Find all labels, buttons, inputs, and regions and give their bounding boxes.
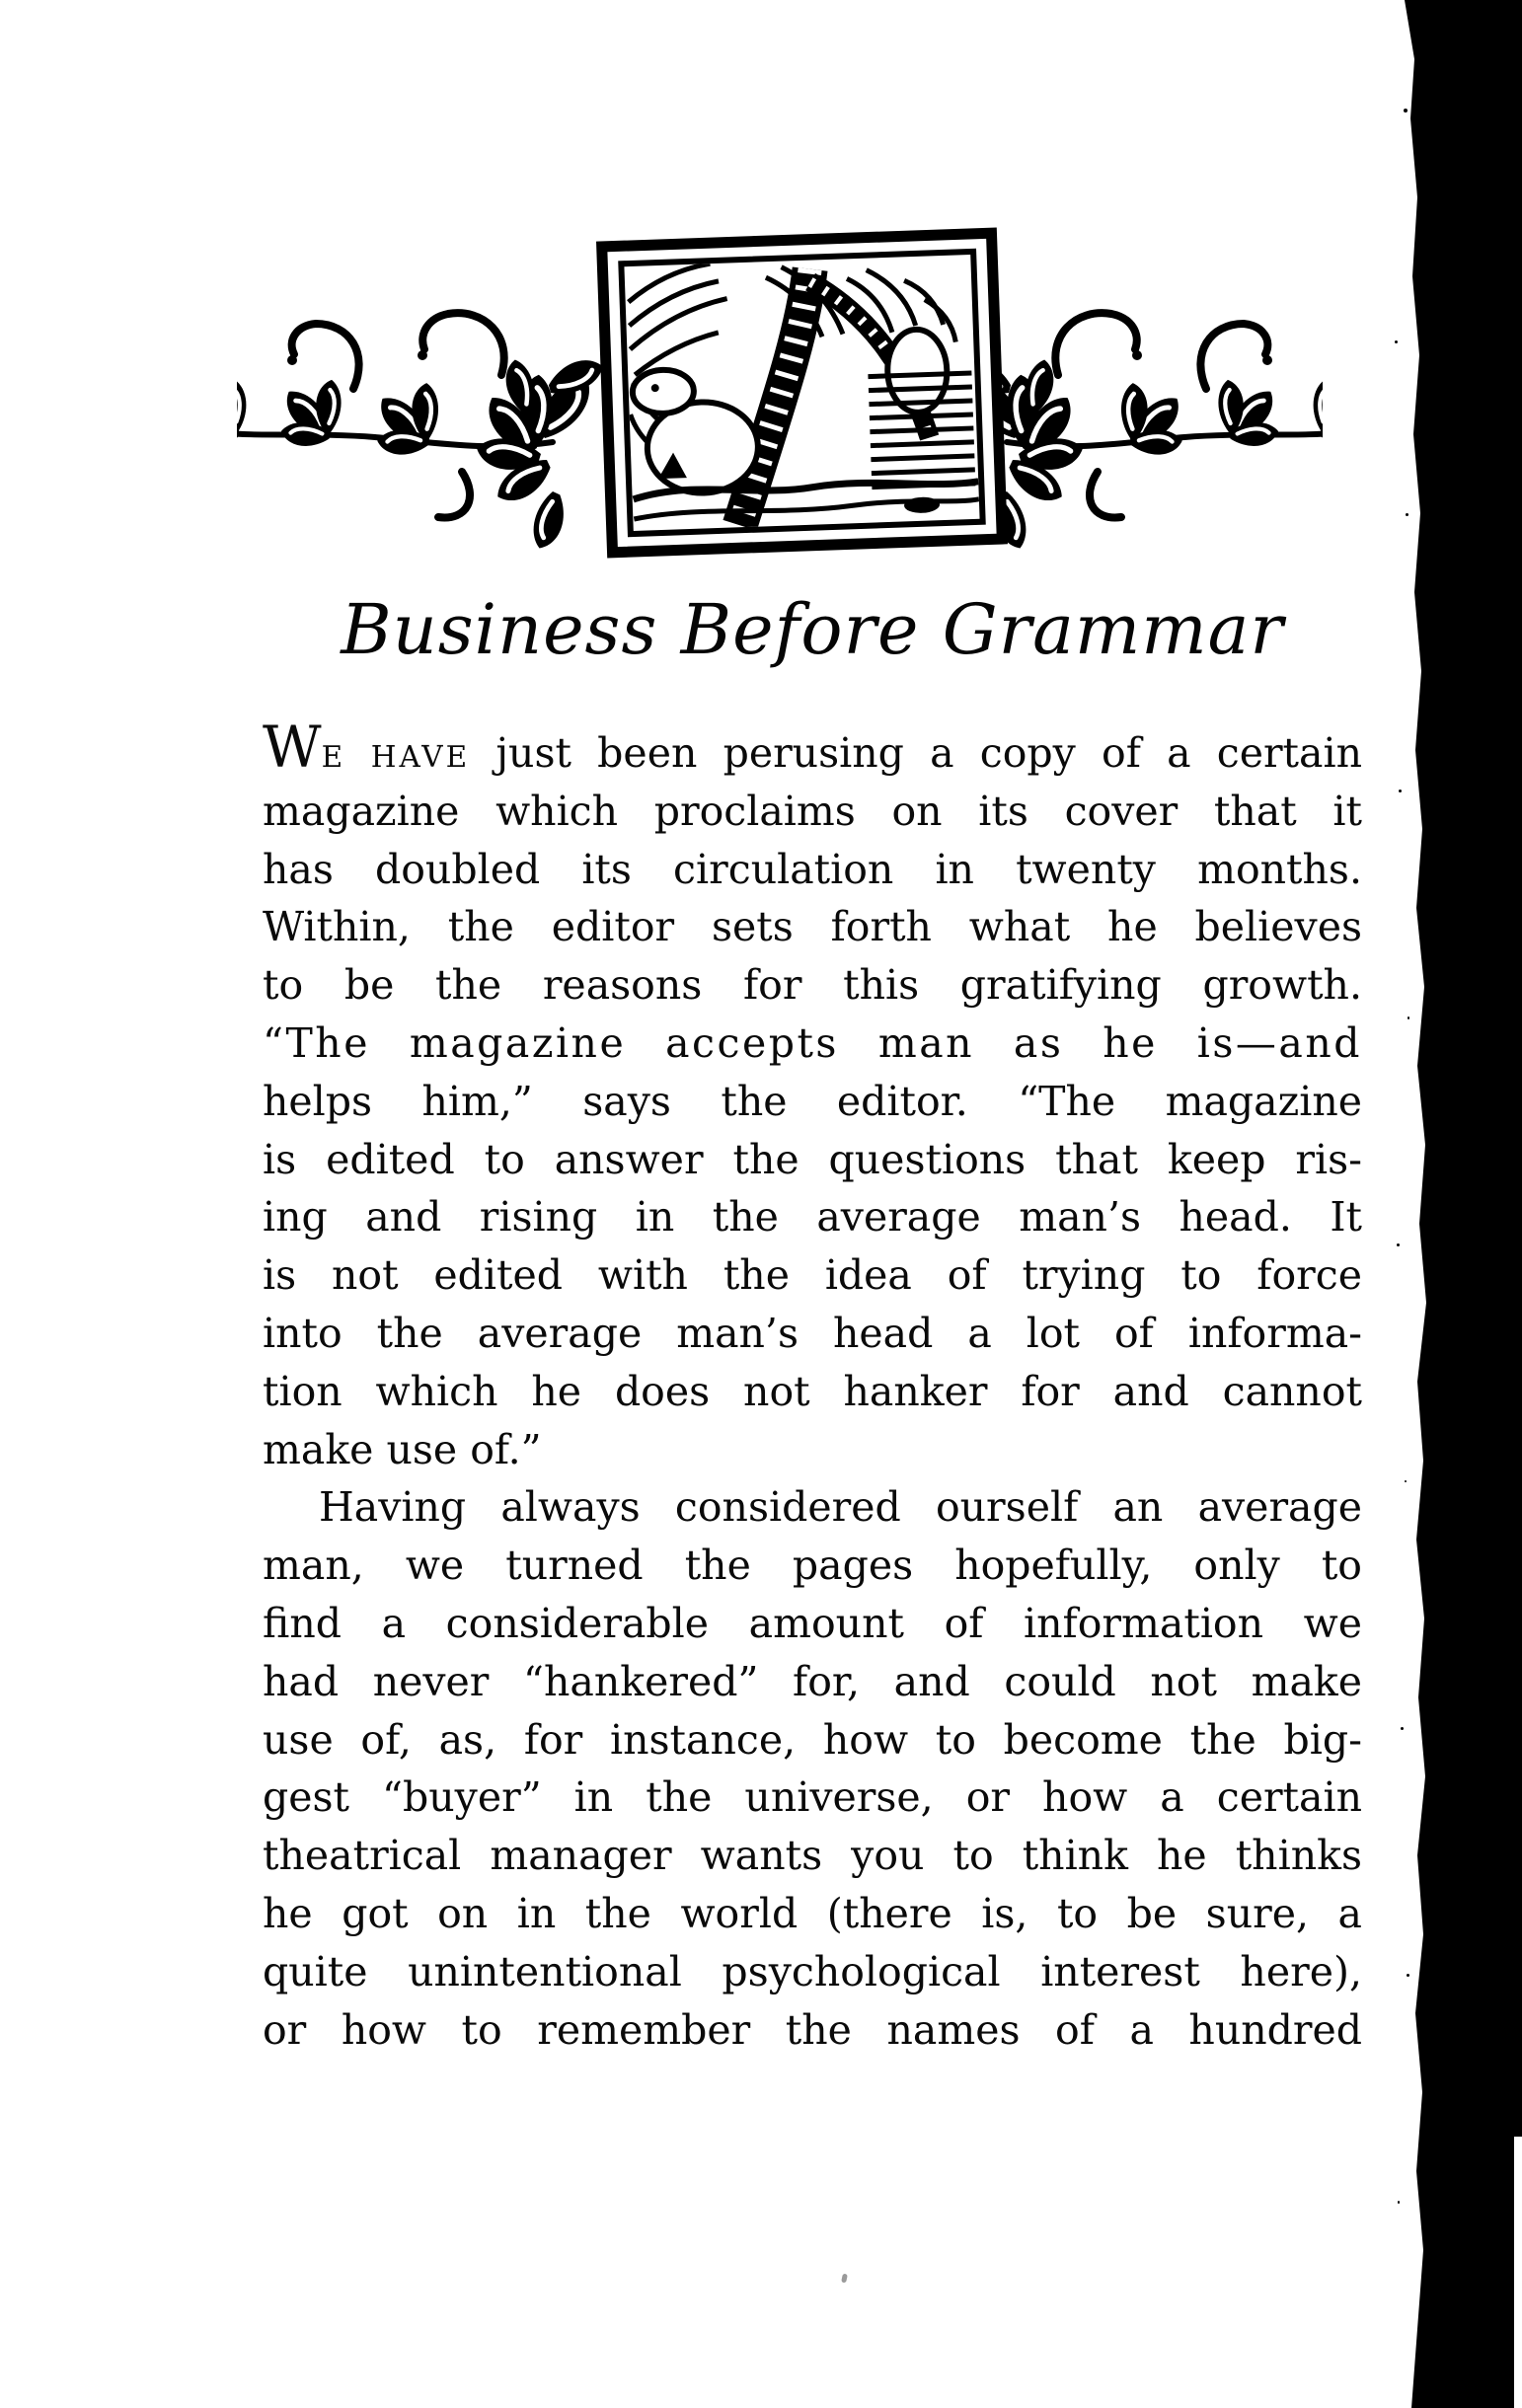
text-line: tion which he does not hanker for and cannot (263, 1367, 1362, 1415)
scan-speck (1397, 1243, 1400, 1246)
text-line: find a considerable amount of information we (263, 1599, 1362, 1647)
scan-speck (1404, 109, 1408, 113)
scan-speck (1406, 513, 1408, 516)
scan-speck (1408, 1016, 1409, 1019)
stray-mark (841, 2274, 848, 2284)
text-line: Having always considered ourself an average (319, 1483, 1362, 1532)
text-line: make use of.” (263, 1425, 542, 1473)
scan-gutter-shadow (1402, 0, 1522, 2408)
text-line: he got on in the world (there is, to be sure, a (263, 1889, 1362, 1937)
scan-speck (1401, 1727, 1404, 1730)
body-text (263, 714, 1363, 2059)
scan-speck (1395, 340, 1398, 343)
text-line: magazine which proclaims on its cover that it (263, 787, 1362, 835)
text-line (263, 714, 1363, 783)
text-line: ing and rising in the average man’s head. It (263, 1193, 1362, 1242)
scan-speck (1405, 1480, 1407, 1482)
text-line: helps him,” says the editor. “The magazine (263, 1077, 1362, 1125)
scan-speck (1398, 2201, 1400, 2204)
text-line: quite unintentional psychological interest here), (263, 1947, 1362, 1995)
text-line: is not edited with the idea of trying to force (263, 1251, 1362, 1300)
scan-edge-sliver (1514, 2137, 1522, 2408)
scan-speck (1407, 1974, 1409, 1977)
woodcut-headpiece-ornament (237, 146, 1323, 580)
text-line: or how to remember the names of a hundred (263, 2005, 1362, 2054)
text-line: gest “buyer” in the universe, or how a certain (263, 1773, 1362, 1822)
text-line: has doubled its circulation in twenty months. (263, 845, 1362, 893)
right-leaf-spray (955, 313, 1323, 549)
text-line: into the average man’s head a lot of informa- (263, 1309, 1362, 1357)
text-line: had never “hankered” for, and could not make (263, 1657, 1362, 1705)
chapter-title: Business Before Grammar (341, 589, 1284, 670)
left-leaf-spray (237, 313, 604, 549)
text-line: man, we turned the pages hopefully, only to (263, 1542, 1362, 1590)
text-line: to be the reasons for this gratifying growth. (263, 961, 1362, 1010)
line-part: E HAVE (321, 740, 471, 774)
opening-initial: W (263, 714, 322, 781)
text-line: is edited to answer the questions that keep ris- (263, 1135, 1362, 1183)
text-line: “The magazine accepts man as he is—and (263, 1018, 1362, 1067)
woodcut-frame (602, 233, 1003, 553)
line-part: just been perusing a copy of a certain (470, 729, 1363, 777)
scan-speck (1399, 790, 1402, 792)
text-line: use of, as, for instance, how to become the big- (263, 1715, 1362, 1764)
text-line: theatrical manager wants you to think he thinks (263, 1832, 1362, 1880)
text-line: Within, the editor sets forth what he believes (263, 903, 1362, 951)
